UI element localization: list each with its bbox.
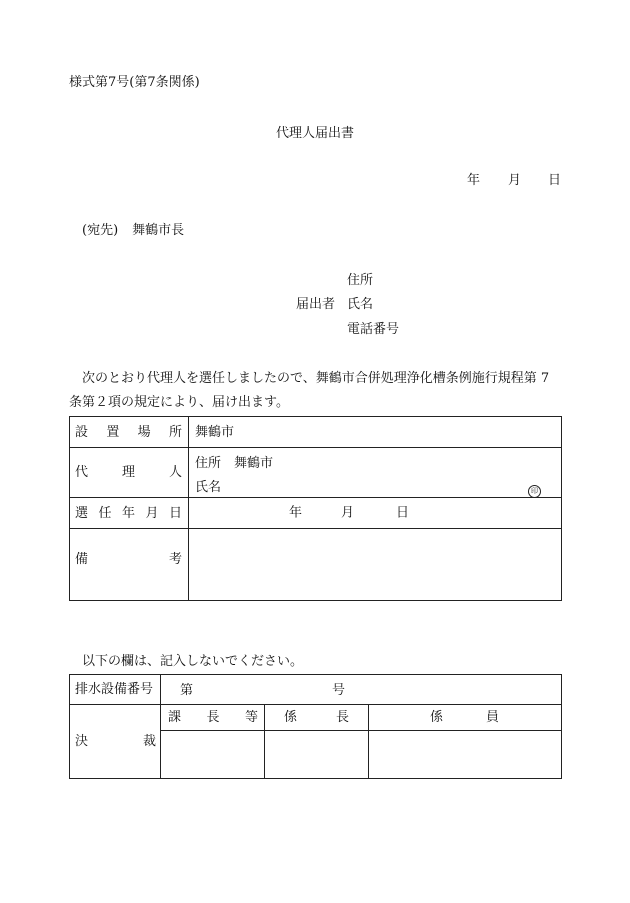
label-char: 置 bbox=[106, 424, 120, 440]
label-char: 課 bbox=[168, 710, 182, 725]
header-section-chief-label bbox=[161, 711, 264, 724]
office-table bbox=[69, 674, 562, 779]
stamp-section-chief[interactable] bbox=[161, 731, 265, 779]
appointment-year-label: 年 bbox=[289, 505, 303, 521]
appointment-month-label: 月 bbox=[341, 505, 355, 521]
addressee-prefix: (宛先) bbox=[82, 223, 119, 238]
location-value[interactable]: 舞鶴市 bbox=[189, 417, 562, 448]
label-char: 備 bbox=[75, 552, 89, 567]
applicant-phone-label: 電話番号 bbox=[347, 322, 400, 337]
header-staff-label bbox=[369, 711, 561, 724]
location-label-cell bbox=[70, 417, 189, 448]
date-year-label: 年 bbox=[467, 173, 481, 188]
label-char: 場 bbox=[137, 424, 151, 440]
body-paragraph bbox=[69, 367, 561, 415]
body-line-1 bbox=[69, 367, 561, 391]
label-char: 年 bbox=[121, 505, 135, 521]
label-char: 等 bbox=[244, 710, 258, 725]
appointment-date-label-cell bbox=[70, 498, 189, 529]
stamp-staff[interactable] bbox=[369, 731, 562, 779]
remarks-label bbox=[70, 553, 188, 566]
agent-name-label: 氏名 bbox=[195, 480, 222, 495]
label-char: 任 bbox=[98, 505, 112, 521]
location-label bbox=[70, 426, 188, 439]
label-char: 係 bbox=[430, 710, 444, 725]
label-char: 考 bbox=[168, 552, 182, 567]
remarks-value[interactable] bbox=[189, 529, 562, 601]
agent-address-label: 住所 bbox=[195, 456, 222, 471]
label-char: 長 bbox=[335, 710, 349, 725]
agent-address-value: 舞鶴市 bbox=[234, 456, 274, 471]
body-line-2: 条第２項の規定により、届け出ます。 bbox=[69, 395, 289, 410]
row-remarks bbox=[70, 529, 562, 601]
row-location bbox=[70, 417, 562, 448]
form-number: 様式第7号(第7条関係) bbox=[69, 75, 200, 90]
label-char: 代 bbox=[75, 465, 89, 480]
appointment-day-label: 日 bbox=[396, 505, 410, 521]
addressee bbox=[82, 224, 184, 237]
header-unit-chief bbox=[265, 705, 369, 731]
decision-label bbox=[70, 735, 160, 748]
remarks-label-cell bbox=[70, 529, 189, 601]
row-agent bbox=[70, 448, 562, 498]
applicant-name-label: 氏名 bbox=[347, 297, 374, 312]
label-char: 員 bbox=[486, 710, 500, 725]
label-char: 裁 bbox=[142, 734, 156, 749]
label-char: 理 bbox=[121, 465, 135, 480]
row-appointment-date bbox=[70, 498, 562, 529]
drainage-number-label: 排水設備番号 bbox=[70, 675, 161, 705]
addressee-name: 舞鶴市長 bbox=[132, 223, 185, 238]
seal-mark: 印 bbox=[528, 485, 541, 498]
main-table bbox=[69, 416, 562, 601]
applicant-label: 届出者 bbox=[296, 297, 336, 312]
label-char: 日 bbox=[168, 505, 182, 521]
appointment-date-label bbox=[70, 507, 188, 520]
decision-label-cell bbox=[70, 705, 161, 779]
drainage-number-prefix: 第 bbox=[180, 683, 194, 698]
agent-value-cell[interactable] bbox=[189, 448, 562, 498]
label-char: 係 bbox=[284, 710, 298, 725]
label-char: 月 bbox=[145, 505, 159, 521]
agent-address bbox=[195, 457, 273, 470]
appointment-date-value-cell[interactable] bbox=[189, 498, 562, 529]
stamp-unit-chief[interactable] bbox=[265, 731, 369, 779]
header-section-chief bbox=[161, 705, 265, 731]
header-unit-chief-label bbox=[265, 711, 368, 724]
applicant-address-label: 住所 bbox=[347, 273, 374, 288]
date-day-label: 日 bbox=[548, 173, 562, 188]
drainage-number-suffix: 号 bbox=[332, 683, 346, 698]
label-char: 設 bbox=[75, 424, 89, 440]
header-staff bbox=[369, 705, 562, 731]
label-char: 長 bbox=[206, 710, 220, 725]
office-use-note: 以下の欄は、記入しないでください。 bbox=[82, 654, 304, 669]
agent-label bbox=[70, 466, 188, 479]
label-char: 選 bbox=[75, 505, 89, 521]
drainage-number-value-cell[interactable] bbox=[161, 675, 562, 705]
body-line-1-text: 次のとおり代理人を選任しましたので、舞鶴市合併処理浄化槽条例施行規程第 7 bbox=[82, 371, 550, 386]
row-drainage-number bbox=[70, 675, 562, 705]
page-title: 代理人届出書 bbox=[275, 126, 354, 141]
appointment-date-fields bbox=[189, 498, 561, 528]
label-char: 人 bbox=[168, 465, 182, 480]
date-month-label: 月 bbox=[508, 173, 522, 188]
label-char: 所 bbox=[168, 424, 182, 440]
label-char: 決 bbox=[75, 734, 89, 749]
agent-label-cell bbox=[70, 448, 189, 498]
row-decision-headers bbox=[70, 705, 562, 731]
